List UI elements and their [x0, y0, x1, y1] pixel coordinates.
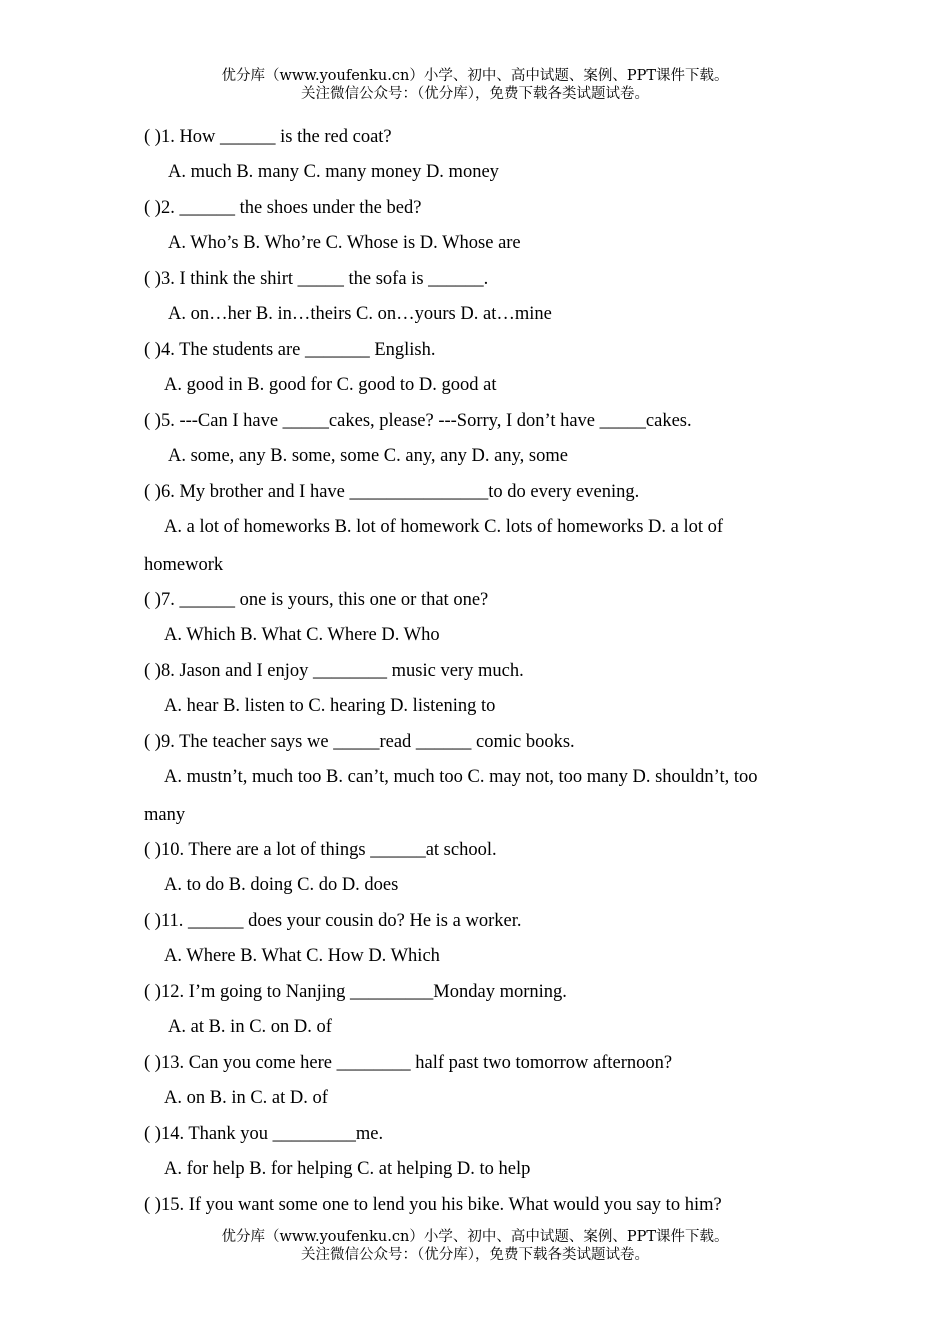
question-12-options: A. at B. in C. on D. of [168, 1017, 332, 1037]
question-7-options: A. Which B. What C. Where D. Who [164, 625, 440, 645]
question-10-options: A. to do B. doing C. do D. does [164, 875, 399, 895]
question-2-stem: ( )2. ______ the shoes under the bed? [144, 198, 422, 218]
page-footer [0, 1228, 950, 1264]
question-8-stem: ( )8. Jason and I enjoy ________ music very much. [144, 661, 524, 681]
question-15-stem: ( )15. If you want some one to lend you his bike. What would you say to him? [144, 1195, 722, 1215]
question-9-stem: ( )9. The teacher says we _____read ______ comic books. [144, 732, 575, 752]
question-9-options: A. mustn’t, much too B. can’t, much too C. may not, too many D. shouldn’t, too [164, 767, 758, 787]
question-11-stem: ( )11. ______ does your cousin do? He is a worker. [144, 911, 522, 931]
footer-line-2: 关注微信公众号：（优分库），免费下载各类试题试卷。 [301, 1247, 649, 1263]
header-line-1: 优分库（www.youfenku.cn）小学、初中、高中试题、案例、PPT课件下载。 [221, 68, 729, 84]
question-12-stem: ( )12. I’m going to Nanjing _________Monday morning. [144, 982, 567, 1002]
question-3-options: A. on…her B. in…theirs C. on…yours D. at…mine [168, 304, 552, 324]
page-header [0, 67, 950, 103]
question-4-stem: ( )4. The students are _______ English. [144, 340, 436, 360]
header-line-2: 关注微信公众号：（优分库），免费下载各类试题试卷。 [301, 86, 649, 102]
footer-line-1: 优分库（www.youfenku.cn）小学、初中、高中试题、案例、PPT课件下载。 [221, 1229, 729, 1245]
question-14-options: A. for help B. for helping C. at helping D. to help [164, 1159, 531, 1179]
question-5-options: A. some, any B. some, some C. any, any D. any, some [168, 446, 568, 466]
question-8-options: A. hear B. listen to C. hearing D. listening to [164, 696, 496, 716]
question-10-stem: ( )10. There are a lot of things ______at school. [144, 840, 497, 860]
question-2-options: A. Who’s B. Who’re C. Whose is D. Whose are [168, 233, 521, 253]
question-5-stem: ( )5. ---Can I have _____cakes, please? ---Sorry, I don’t have _____cakes. [144, 411, 692, 431]
question-13-stem: ( )13. Can you come here ________ half past two tomorrow afternoon? [144, 1053, 673, 1073]
question-4-options: A. good in B. good for C. good to D. good at [164, 375, 497, 395]
question-9-options-continued: many [144, 805, 186, 825]
question-13-options: A. on B. in C. at D. of [164, 1088, 328, 1108]
question-6-stem: ( )6. My brother and I have _______________to do every evening. [144, 482, 640, 502]
question-11-options: A. Where B. What C. How D. Which [164, 946, 440, 966]
question-6-options: A. a lot of homeworks B. lot of homework C. lots of homeworks D. a lot of [164, 517, 724, 537]
question-3-stem: ( )3. I think the shirt _____ the sofa is ______. [144, 269, 489, 289]
question-6-options-continued: homework [144, 555, 224, 575]
question-14-stem: ( )14. Thank you _________me. [144, 1124, 384, 1144]
question-1-options: A. much B. many C. many money D. money [168, 162, 499, 182]
question-7-stem: ( )7. ______ one is yours, this one or that one? [144, 590, 489, 610]
question-1-stem: ( )1. How ______ is the red coat? [144, 127, 392, 147]
